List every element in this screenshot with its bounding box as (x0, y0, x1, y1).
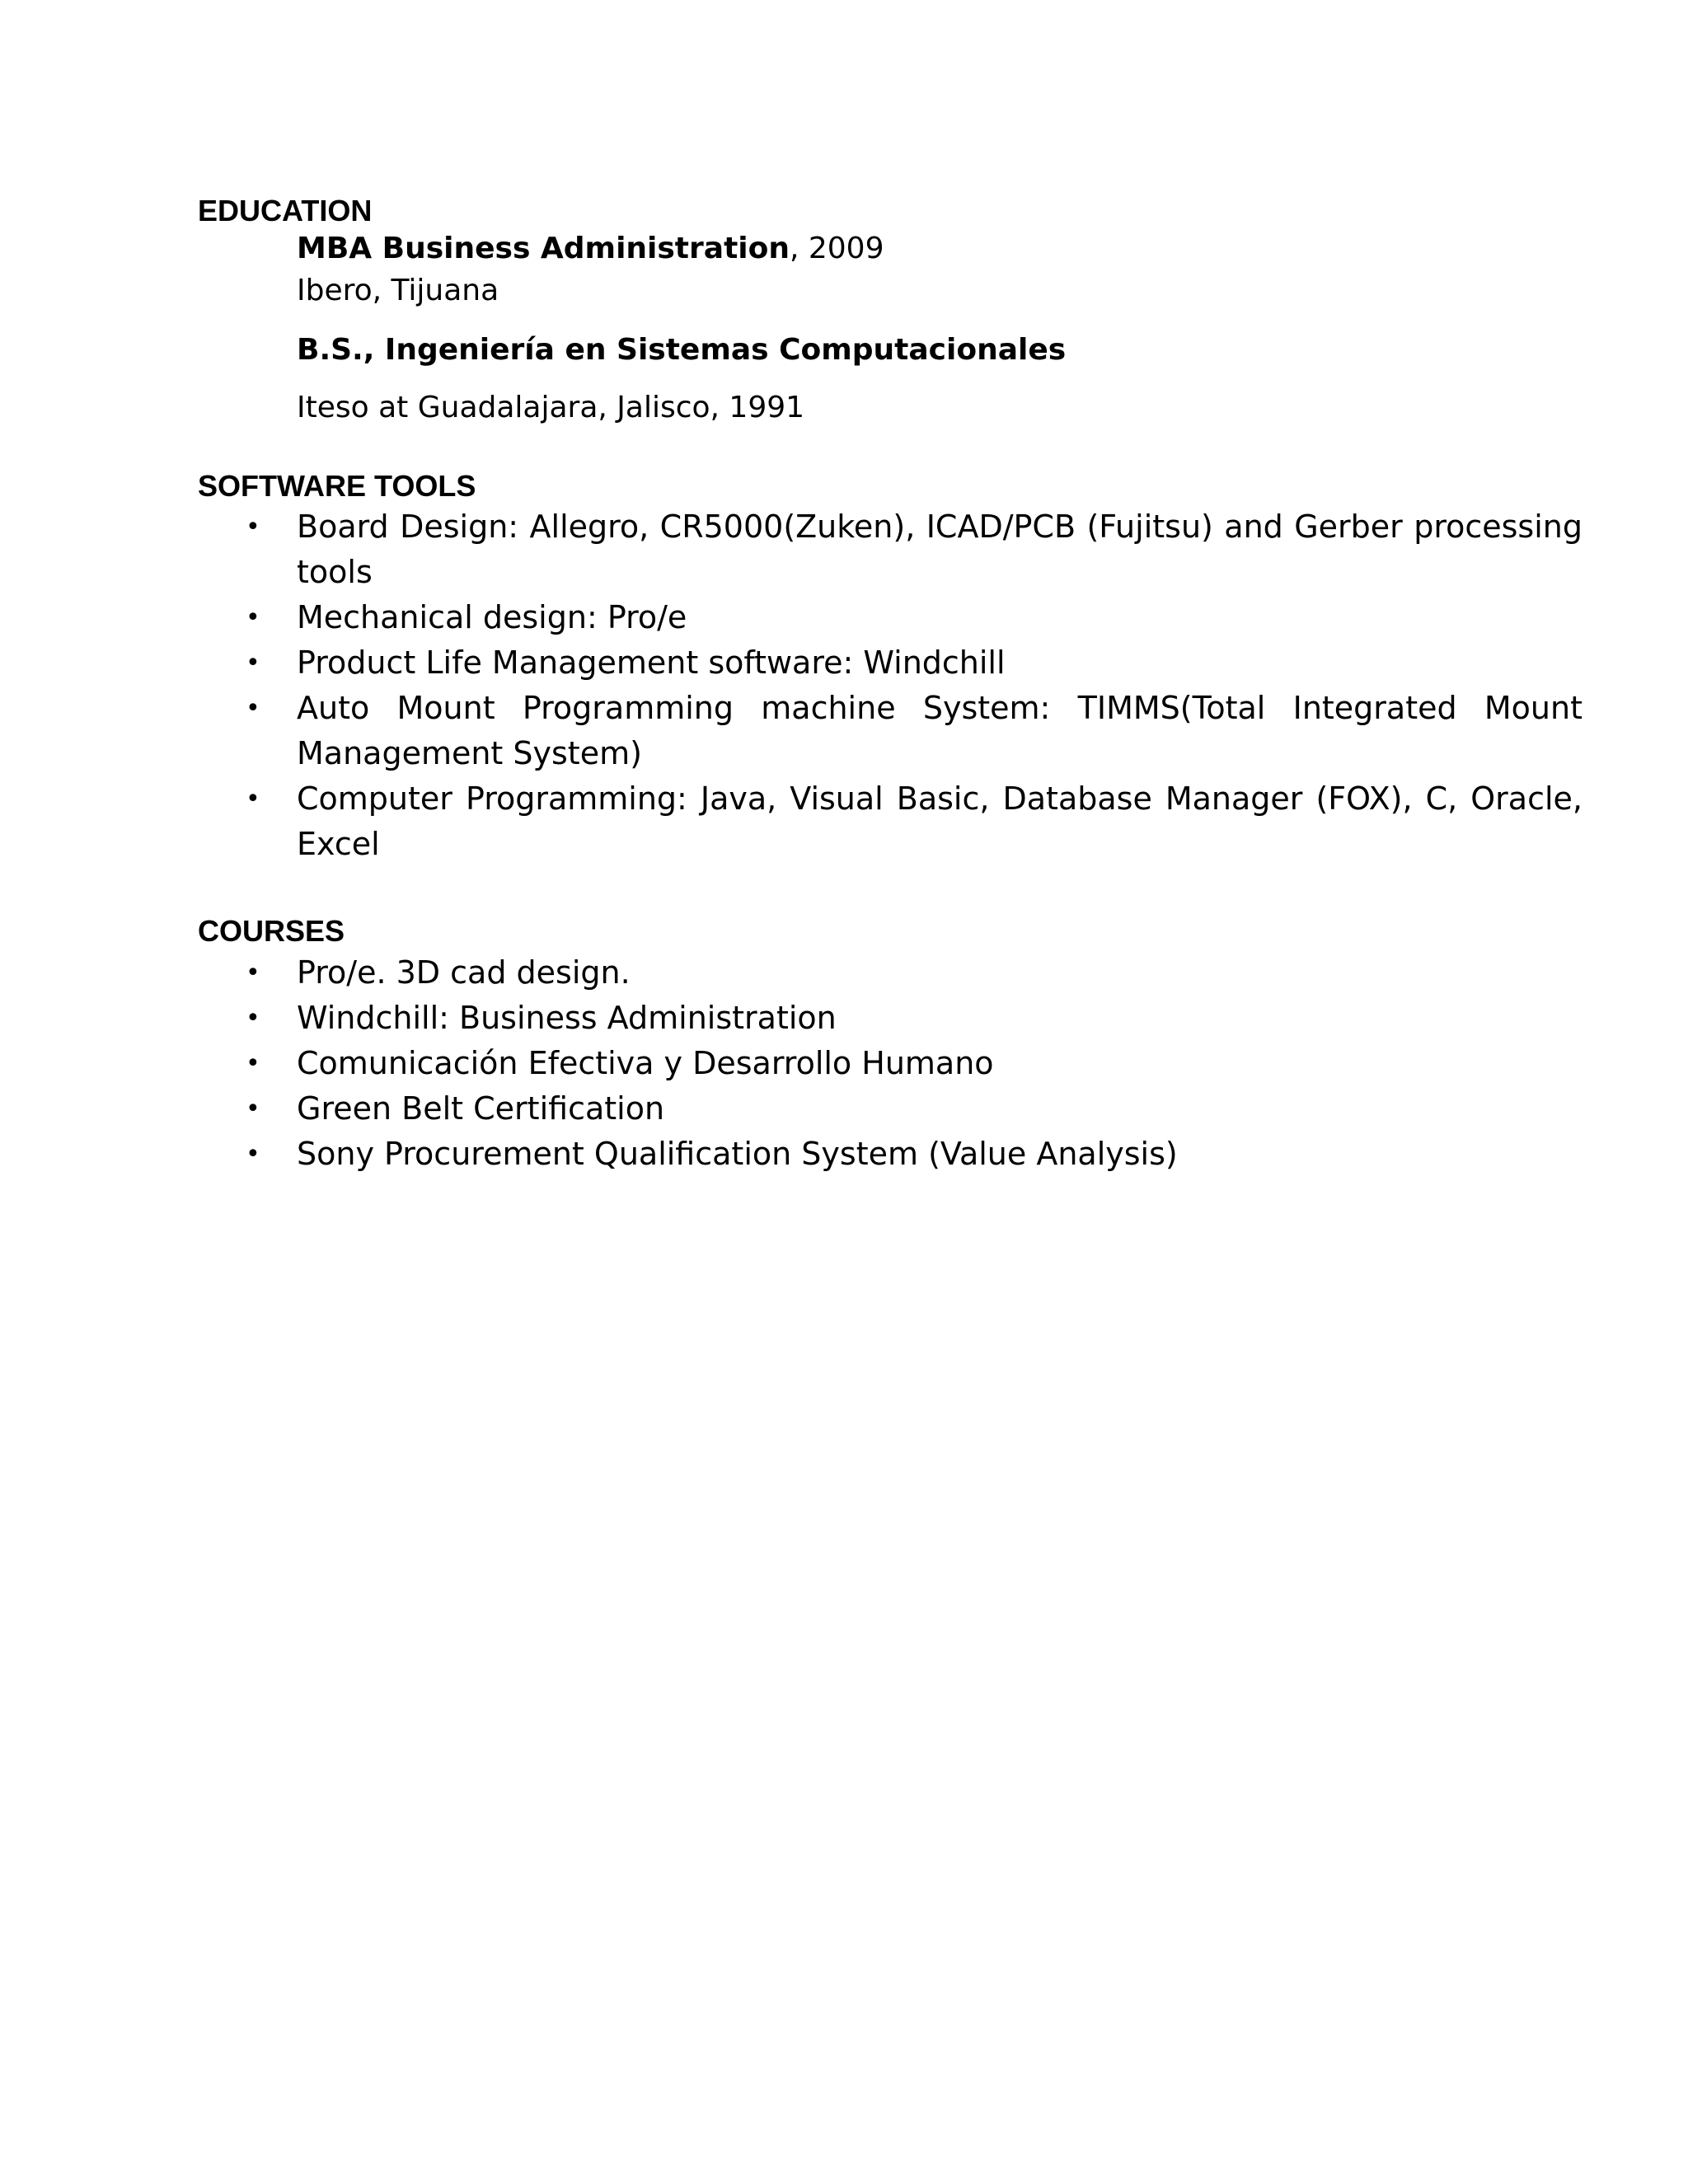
list-item-text: Mechanical design: Pro/e (297, 599, 687, 635)
bullet-icon: • (246, 603, 260, 632)
list-item-text: Auto Mount Programming machine System: TIMMS(Total Integrated Mount Management System) (297, 690, 1582, 771)
degree-mba-title: MBA Business Administration (297, 232, 790, 265)
list-item-text: Sony Procurement Qualification System (Value Analysis) (297, 1136, 1178, 1172)
software-tools-heading: SOFTWARE TOOLS (198, 469, 476, 503)
degree-mba-year: , 2009 (789, 232, 884, 265)
list-item (0, 1086, 1582, 1132)
courses-list (0, 950, 1688, 1177)
degree-bs-title: B.S., Ingeniería en Sistemas Computacionales (297, 333, 1067, 367)
list-item-text: Comunicación Efectiva y Desarrollo Humano (297, 1045, 994, 1081)
bullet-icon: • (246, 1140, 260, 1169)
list-item (0, 640, 1582, 686)
list-item-text: Product Life Management software: Windchill (297, 644, 1006, 681)
list-item (0, 504, 1582, 595)
list-item-text: Windchill: Business Administration (297, 1000, 837, 1036)
list-item (0, 686, 1582, 776)
education-heading: EDUCATION (198, 194, 373, 227)
list-item (0, 1041, 1582, 1086)
bullet-icon: • (246, 785, 260, 813)
bullet-icon: • (246, 958, 260, 987)
bullet-icon: • (246, 1049, 260, 1078)
bullet-icon: • (246, 1094, 260, 1123)
list-item-text: Pro/e. 3D cad design. (297, 954, 631, 991)
bullet-icon: • (246, 1004, 260, 1033)
degree-bs-line (297, 332, 1066, 368)
degree-bs-school: Iteso at Guadalajara, Jalisco, 1991 (297, 391, 805, 424)
list-item-text: Green Belt Certification (297, 1090, 665, 1127)
list-item (0, 1132, 1582, 1177)
courses-heading: COURSES (198, 914, 345, 948)
list-item (0, 950, 1582, 996)
degree-mba-school: Ibero, Tijuana (297, 274, 499, 307)
software-tools-list (0, 504, 1688, 867)
list-item (0, 595, 1582, 640)
bullet-icon: • (246, 694, 260, 723)
list-item (0, 996, 1582, 1041)
list-item (0, 776, 1582, 867)
bullet-icon: • (246, 649, 260, 677)
bullet-icon: • (246, 513, 260, 541)
list-item-text: Board Design: Allegro, CR5000(Zuken), ICAD/PCB (Fujitsu) and Gerber processing tools (297, 509, 1582, 590)
degree-mba-line (297, 231, 884, 267)
list-item-text: Computer Programming: Java, Visual Basic, Database Manager (FOX), C, Oracle, Excel (297, 780, 1582, 862)
